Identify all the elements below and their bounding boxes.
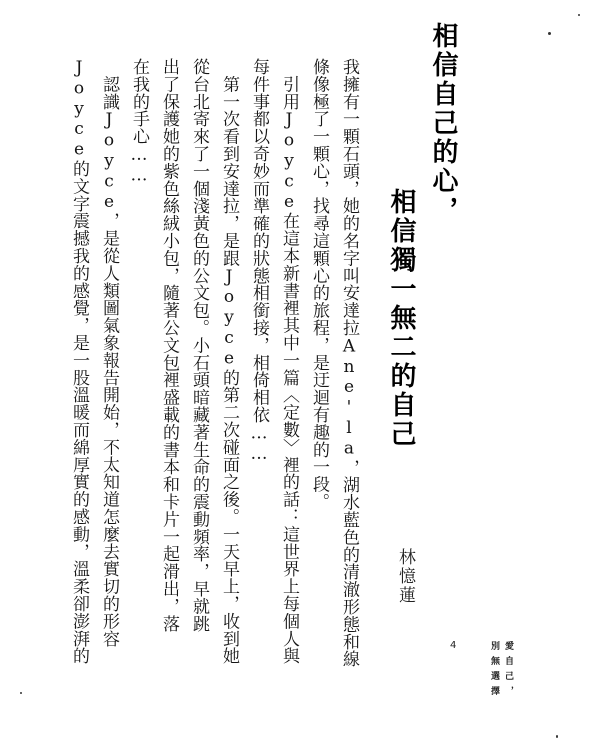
body-line: 從台北寄來了一個淺黃色的公文包。小石頭暗藏著生命的震動頻率，早就跳: [189, 58, 209, 633]
body-line: 我擁有一顆石頭，她的名字叫安達拉Ane'la，湖水藍色的清澈形態和線: [339, 58, 359, 668]
body-line: 條像極了一顆心，找尋這顆心的旅程，是迂迴有趣的一段。: [309, 58, 329, 511]
scan-speck: [20, 692, 22, 694]
author-name: 林憶蓮: [395, 548, 415, 605]
body-line: 每件事都以奇妙而準確的狀態相銜接，相倚相依……: [249, 58, 269, 465]
body-line: 引用Joyce在這本新書裡其中一篇〈定數〉裡的話：這世界上每個人與: [279, 58, 299, 665]
body-line: 出了保護她的紫色絲絨小包，隨著公文包裡盛載的書本和卡片一起滑出，落: [159, 58, 179, 633]
article-title-line-2: 相信獨一無二的自己: [386, 188, 416, 449]
running-title-line-2: 別無選擇: [489, 641, 499, 701]
body-line: Joyce的文字震撼我的感覺，是一股溫暖而綿厚實的感動，溫柔卻澎湃的: [69, 58, 89, 665]
body-line: 第一次看到安達拉，是跟Joyce的第二次碰面之後。一天早上，收到她: [219, 58, 239, 665]
scan-speck: [556, 735, 558, 738]
body-line: 認識Joyce，是從人類圖氣象報告開始，不太知道怎麼去實切的形容: [99, 58, 119, 648]
article-title-line-1: 相信自己的心，: [428, 22, 458, 225]
scan-speck: [578, 14, 580, 16]
running-title-line-1: 愛自己，: [503, 641, 513, 701]
scan-speck: [548, 32, 551, 35]
body-line: 在我的手心……: [129, 58, 149, 186]
page-number: 4: [450, 640, 457, 651]
